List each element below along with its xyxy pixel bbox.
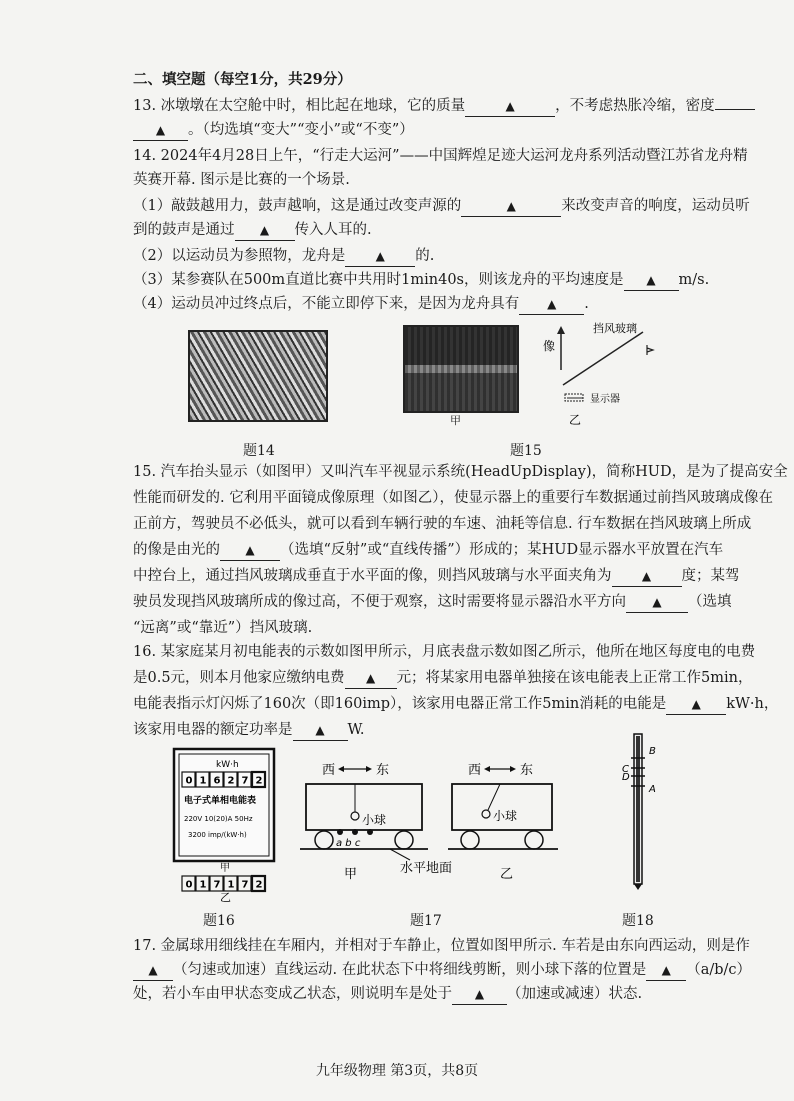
abc-label: a b c — [336, 838, 361, 849]
cart-label-jia: 甲 — [344, 867, 358, 882]
page-footer: 九年级物理 第3页，共8页 — [315, 1063, 479, 1079]
q17-line2: ▲ （匀速或加速）直线运动. 在此状态下中将细线剪断，则小球下落的位置是 ▲ （a/b/c） — [133, 960, 753, 981]
q15-blank3[interactable]: ▲ — [626, 592, 688, 613]
hud-photo-label-jia: 甲 — [450, 414, 461, 427]
cart-figure — [300, 752, 560, 902]
mark-c — [367, 829, 373, 835]
west-label-yi: 西 — [468, 763, 482, 778]
q14-part1-cont: 到的鼓声是通过 ▲ 传入人耳的. — [133, 220, 753, 241]
mark-b — [352, 829, 358, 835]
q15-line5: 中控台上，通过挡风玻璃成垂直于水平面的像，则挡风玻璃与水平面夹角为 ▲ 度；某驾 — [133, 566, 753, 587]
q17-blank1[interactable]: ▲ — [133, 960, 173, 981]
cart-label-yi: 乙 — [500, 867, 514, 882]
q13-line1: 13. 冰墩墩在太空舱中时，相比起在地球，它的质量 ▲ ，不考虑热胀冷缩，密度 — [133, 96, 753, 117]
wheel-yi-left — [461, 831, 479, 849]
q15-line7: “远离”或“靠近”）挡风玻璃. — [133, 620, 313, 636]
q14-part2: （2）以运动员为参照物，龙舟是 ▲ 的. — [133, 246, 753, 267]
image-label: 像 — [543, 339, 556, 353]
cart-body-yi — [452, 784, 552, 830]
dir-arrowhead-right-yi — [510, 766, 516, 772]
wheel-jia-right — [395, 831, 413, 849]
caption-q14: 题14 — [243, 443, 275, 459]
ball-label-jia: 小球 — [362, 813, 387, 827]
ball-label-yi: 小球 — [493, 809, 518, 823]
meter-spec: 220V 10(20)A 50Hz — [184, 815, 253, 823]
meter-imp: 3200 imp/(kW·h) — [188, 831, 247, 839]
caption-q15: 题15 — [510, 443, 542, 459]
rod-label-a: A — [649, 784, 656, 795]
east-label-yi: 东 — [520, 763, 534, 778]
east-label-jia: 东 — [376, 763, 390, 778]
q13-blank1[interactable]: ▲ — [465, 96, 555, 117]
ball-yi — [482, 810, 490, 818]
eye-mark — [647, 345, 653, 355]
q17-line1: 17. 金属球用细线挂在车厢内，并相对于车静止，位置如图甲所示. 车若是由东向西运动，则是作 — [133, 938, 750, 954]
meter-label-yi: 乙 — [220, 891, 231, 904]
q14-blank3[interactable]: ▲ — [345, 246, 415, 267]
meter-jia-digit: 2 — [255, 775, 263, 787]
q16-line2: 是0.5元，则本月他家应缴纳电费 ▲ 元；将某家用电器单独接在该电能表上正常工作5min， — [133, 668, 753, 689]
q14-blank4[interactable]: ▲ — [624, 270, 679, 291]
q14-line1: 14. 2024年4月28日上午，“行走大运河”——中国辉煌足迹大运河龙舟系列活动暨江苏省龙舟精 — [133, 148, 748, 164]
hud-diagram-label-yi: 乙 — [569, 413, 582, 427]
q17-blank3[interactable]: ▲ — [452, 984, 507, 1005]
string-yi — [488, 784, 500, 810]
wheel-yi-right — [525, 831, 543, 849]
rod-label-d: D — [622, 772, 630, 783]
meter-jia-digit: 7 — [241, 775, 249, 787]
west-label-jia: 西 — [322, 763, 336, 778]
meter-yi-digit: 1 — [199, 879, 207, 891]
q15-line6: 驶员发现挡风玻璃所成的像过高，不便于观察，这时需要将显示器沿水平方向 ▲ （选填 — [133, 592, 753, 613]
meter-yi-digit: 7 — [213, 879, 221, 891]
hud-photo — [403, 325, 519, 413]
meter-digits-jia — [182, 772, 265, 787]
q15-blank1[interactable]: ▲ — [220, 540, 280, 561]
ball-jia — [351, 812, 359, 820]
dir-arrowhead-left-yi — [484, 766, 490, 772]
caption-q16: 题16 — [203, 913, 235, 929]
q16-line1: 16. 某家庭某月初电能表的示数如图甲所示，月底表盘示数如图乙所示，他所在地区每度电的电费 — [133, 644, 756, 660]
windshield-label: 挡风玻璃 — [593, 322, 637, 335]
display-label: 显示器 — [590, 394, 620, 405]
windshield-line — [563, 332, 643, 385]
meter-jia-digit: 2 — [227, 775, 235, 787]
meter-unit: kW·h — [216, 760, 239, 770]
q16-line3: 电能表指示灯闪烁了160次（即160imp），该家用电器正常工作5min消耗的电能是 ▲ kW·h， — [133, 694, 753, 715]
mark-a — [337, 829, 343, 835]
dir-arrowhead-left-jia — [338, 766, 344, 772]
q17-line3: 处，若小车由甲状态变成乙状态，则说明车是处于 ▲ （加速或减速）状态. — [133, 984, 753, 1005]
q17-blank2[interactable]: ▲ — [646, 960, 686, 981]
meter-yi-digit: 0 — [185, 879, 193, 891]
q15-line3: 正前方，驾驶员不必低头，就可以看到车辆行驶的车速、油耗等信息. 行车数据在挡风玻璃上所成 — [133, 516, 752, 532]
q14-blank2[interactable]: ▲ — [235, 220, 295, 241]
meter-figure — [170, 745, 280, 905]
meter-jia-digit: 1 — [199, 775, 207, 787]
caption-q18: 题18 — [622, 913, 654, 929]
q13-blank2-cont[interactable]: ▲ — [133, 120, 188, 141]
meter-digits-yi — [182, 876, 265, 891]
q15-line4: 的像是由光的 ▲ （选填“反射”或“直线传播”）形成的；某HUD显示器水平放置在汽车 — [133, 540, 753, 561]
caption-q17: 题17 — [410, 913, 442, 929]
wheel-jia-left — [315, 831, 333, 849]
q16-blank2[interactable]: ▲ — [666, 694, 726, 715]
q13-blank2[interactable] — [715, 109, 755, 110]
dragon-boat-photo — [188, 330, 328, 422]
q16-line4: 该家用电器的额定功率是 ▲ W. — [133, 720, 753, 741]
rod-tip — [634, 884, 642, 890]
meter-jia-digit: 6 — [213, 775, 221, 787]
q16-blank1[interactable]: ▲ — [345, 668, 397, 689]
q13-line2: ▲ 。（均选填“变大”“变小”或“不变”） — [133, 120, 753, 141]
dir-arrowhead-right-jia — [366, 766, 372, 772]
q14-part4: （4）运动员冲过终点后，不能立即停下来，是因为龙舟具有 ▲ . — [133, 294, 753, 315]
q14-blank5[interactable]: ▲ — [519, 294, 584, 315]
hud-diagram — [535, 320, 675, 435]
meter-yi-digit: 1 — [227, 879, 235, 891]
section-title: 二、填空题（每空1分，共29分） — [133, 71, 352, 88]
ground-pointer — [390, 849, 410, 860]
meter-yi-digit: 7 — [241, 879, 249, 891]
q14-line2: 英赛开幕. 图示是比赛的一个场景. — [133, 172, 350, 188]
q16-blank3[interactable]: ▲ — [293, 720, 348, 741]
rod-label-b: B — [649, 746, 656, 757]
image-arrowhead — [557, 326, 565, 334]
meter-jia-digit: 0 — [185, 775, 193, 787]
q14-part3: （3）某参赛队在500m直道比赛中共用时1min40s，则该龙舟的平均速度是 ▲ m/s. — [133, 270, 753, 291]
q15-blank2[interactable]: ▲ — [612, 566, 682, 587]
meter-label-jia: 甲 — [220, 863, 230, 874]
rod-label-c: C — [622, 764, 629, 775]
ground-label: 水平地面 — [400, 861, 453, 876]
q15-line2: 性能而研发的. 它利用平面镜成像原理（如图乙），使显示器上的重要行车数据通过前挡风玻璃成像在 — [133, 490, 773, 506]
rod-figure — [620, 730, 670, 890]
q14-part1: （1）敲鼓越用力，鼓声越响，这是通过改变声源的 ▲ 来改变声音的响度，运动员听 — [133, 196, 753, 217]
q15-line1: 15. 汽车抬头显示（如图甲）又叫汽车平视显示系统(HeadUpDisplay)，简称HUD，是为了提高安全 — [133, 464, 788, 480]
meter-name: 电子式单相电能表 — [184, 796, 257, 806]
q14-blank1[interactable]: ▲ — [461, 196, 561, 217]
meter-yi-digit: 2 — [255, 879, 263, 891]
